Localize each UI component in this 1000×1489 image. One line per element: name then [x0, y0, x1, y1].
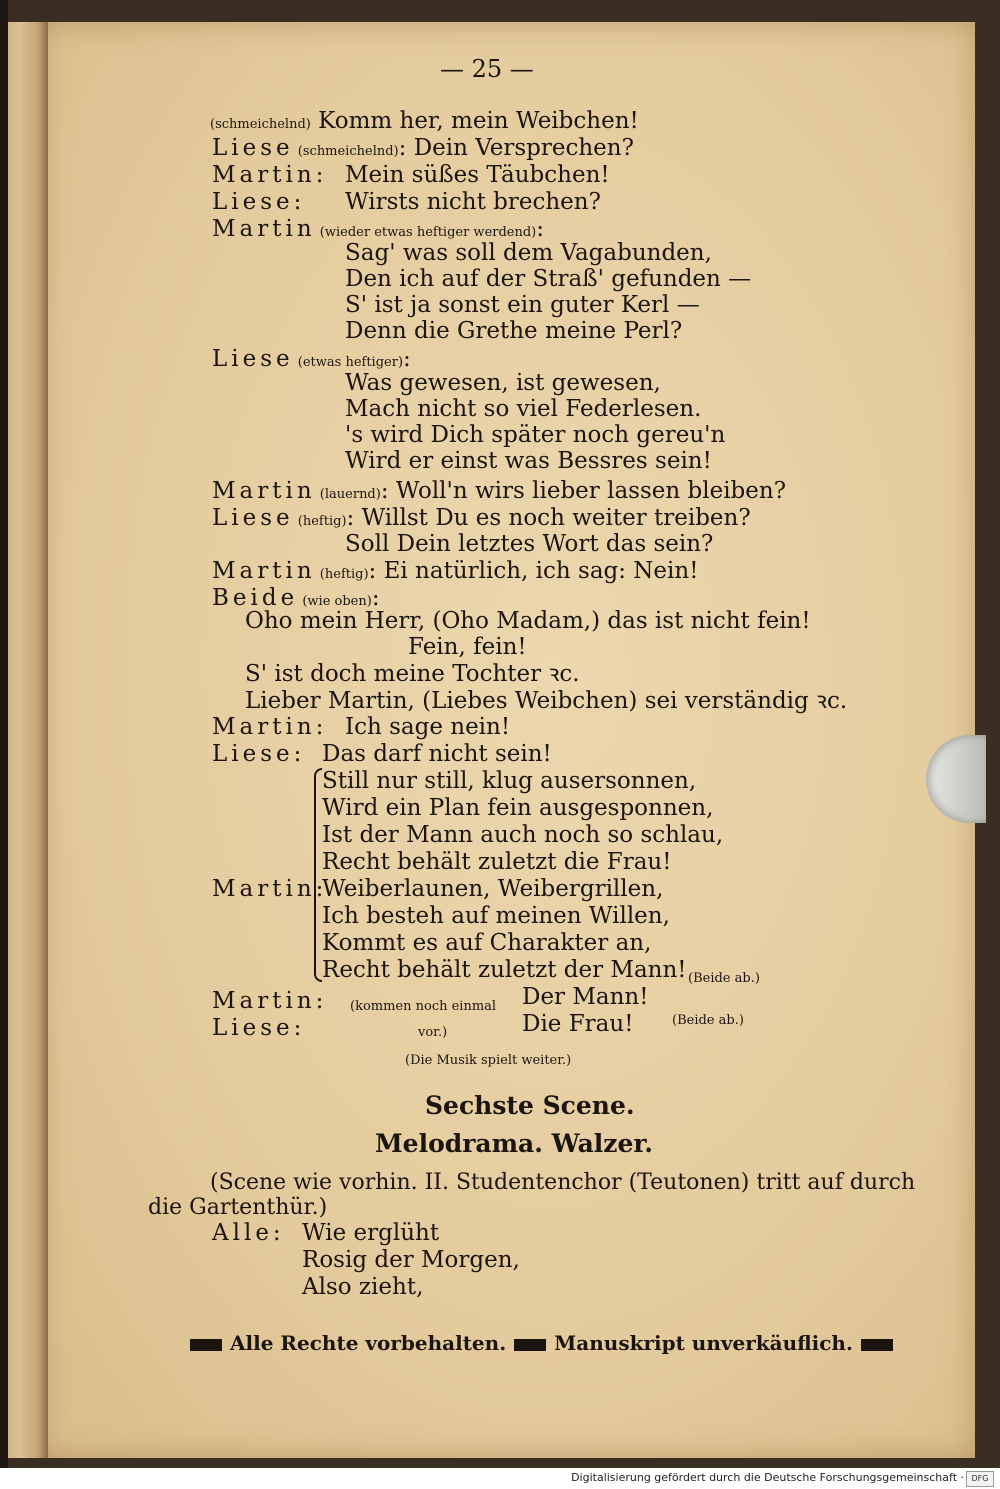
text-line: [345, 422, 725, 448]
text-line: [345, 370, 661, 396]
text-line: [322, 741, 552, 767]
stage-note: (lauernd): [315, 487, 381, 502]
verse-brace: [314, 768, 322, 982]
line-text: Also zieht,: [302, 1274, 424, 1300]
text-line: [302, 1247, 520, 1273]
line-text: :: [403, 346, 411, 372]
speaker-name: Liese: [212, 505, 294, 531]
line-text: Still nur still, klug ausersonnen,: [322, 768, 697, 794]
speaker-name: Martin:: [212, 876, 328, 902]
notice-left: Alle Rechte vorbehalten.: [230, 1331, 507, 1355]
line-text: Sag' was soll dem Vagabunden,: [345, 240, 712, 266]
line-text: S' ist doch meine Tochter ꝛc.: [245, 661, 580, 687]
line-text: S' ist ja sonst ein guter Kerl —: [345, 292, 700, 318]
line-text: Wie erglüht: [302, 1220, 440, 1246]
line-text: Das darf nicht sein!: [322, 741, 552, 767]
rights-notice: [182, 1330, 901, 1356]
line-text: Ich besteh auf meinen Willen,: [322, 903, 670, 929]
speaker-label: [212, 876, 327, 902]
text-line: [322, 795, 713, 821]
text-line: [345, 448, 712, 474]
speaker-name: Liese:: [212, 741, 306, 767]
line-text: Ist der Mann auch noch so schlau,: [322, 822, 724, 848]
text-line: [345, 531, 713, 557]
line-text: Wirsts nicht brechen?: [345, 189, 601, 215]
speaker-label: [212, 988, 327, 1014]
line-text: Lieber Martin, (Liebes Weibchen) sei verständig ꝛc.: [245, 688, 848, 714]
text-line: [148, 1195, 327, 1221]
speaker-name: Martin: [212, 216, 316, 242]
text-line: [522, 984, 649, 1010]
line-text: : Woll'n wirs lieber lassen bleiben?: [380, 478, 787, 504]
stage-note: (etwas heftiger): [293, 355, 404, 370]
stage-direction: [418, 1016, 447, 1046]
line-text: Fein, fein!: [408, 634, 527, 660]
text-line: [245, 661, 580, 687]
stage-note: (heftig): [293, 514, 347, 529]
stage-note: (Die Musik spielt weiter.): [405, 1053, 572, 1068]
text-line: [302, 1220, 439, 1246]
speaker-name: Alle:: [212, 1220, 285, 1246]
text-line: [345, 240, 712, 266]
text-line: [322, 957, 687, 983]
speaker-name: Martin:: [212, 988, 328, 1014]
speaker-label: [212, 162, 327, 188]
text-line: [345, 189, 601, 215]
text-line: [302, 1274, 423, 1300]
line-text: :: [371, 585, 380, 611]
stage-note: (heftig): [315, 567, 369, 582]
speaker-name: Liese: [212, 135, 294, 161]
scene-heading: [425, 1093, 635, 1119]
line-text: Melodrama. Walzer.: [375, 1129, 653, 1158]
line-text: : Dein Versprechen?: [398, 135, 634, 161]
black-bar: [514, 1339, 546, 1351]
line-text: Die Frau!: [522, 1011, 634, 1037]
line-text: (Scene wie vorhin. II. Studentenchor (Teutonen) tritt auf durch: [210, 1170, 916, 1195]
line-text: die Gartenthür.): [148, 1195, 328, 1220]
speaker-label: [212, 1220, 285, 1246]
speaker-name: Martin:: [212, 162, 328, 188]
footer-bar: [0, 1468, 1000, 1489]
line-text: Ich sage nein!: [345, 714, 511, 740]
dfg-logo: DFG: [966, 1471, 994, 1487]
notice-right: Manuskript unverkäuflich.: [554, 1331, 853, 1355]
line-text: Kommt es auf Charakter an,: [322, 930, 652, 956]
speaker-name: Liese:: [212, 189, 306, 215]
text-line: [212, 558, 698, 588]
text-line: [322, 903, 670, 929]
line-text: 's wird Dich später noch gereu'n: [345, 422, 726, 448]
line-text: Rosig der Morgen,: [302, 1247, 520, 1273]
line-text: Recht behält zuletzt die Frau!: [322, 849, 672, 875]
text-line: [245, 608, 811, 634]
line-text: : Ei natürlich, ich sag: Nein!: [368, 558, 699, 584]
speaker-name: Martin: [212, 478, 316, 504]
line-text: :: [536, 216, 545, 242]
line-text: Wird er einst was Bessres sein!: [345, 448, 712, 474]
line-text: Denn die Grethe meine Perl?: [345, 318, 683, 344]
speaker-name: Liese:: [212, 1015, 306, 1041]
text-line: [322, 930, 651, 956]
text-line: [345, 266, 751, 292]
line-text: Komm her, mein Weibchen!: [310, 108, 639, 134]
text-line: [345, 714, 510, 740]
black-bar: [190, 1339, 222, 1351]
line-text: Weiberlaunen, Weibergrillen,: [322, 876, 664, 902]
text-line: [322, 849, 671, 875]
stage-direction: [688, 962, 760, 992]
black-bar: [861, 1339, 893, 1351]
line-text: Mach nicht so viel Federlesen.: [345, 396, 702, 422]
stage-direction: [405, 1044, 571, 1074]
text-line: [322, 822, 723, 848]
stage-note: (kommen noch einmal: [350, 999, 497, 1014]
book-spine: [0, 0, 8, 1468]
stage-note: (wie oben): [298, 594, 372, 609]
page-number: — 25 —: [440, 55, 534, 83]
line-text: Der Mann!: [522, 984, 649, 1010]
scene-subheading: [375, 1131, 653, 1157]
stage-note: vor.): [418, 1025, 448, 1040]
line-text: Wird ein Plan fein ausgesponnen,: [322, 795, 714, 821]
text-line: [345, 292, 700, 318]
speaker-name: Beide: [212, 585, 299, 611]
line-text: Soll Dein letztes Wort das sein?: [345, 531, 714, 557]
text-line: [345, 396, 701, 422]
stage-direction: [672, 1004, 744, 1034]
text-line: [212, 478, 786, 508]
speaker-label: [212, 714, 327, 740]
line-text: Mein süßes Täubchen!: [345, 162, 610, 188]
line-text: Oho mein Herr, (Oho Madam,) das ist nicht fein!: [245, 608, 811, 634]
speaker-label: [212, 1015, 305, 1041]
text-line: [245, 688, 847, 714]
text-line: [210, 1170, 915, 1196]
text-line: [408, 634, 527, 660]
line-text: : Willst Du es noch weiter treiben?: [346, 505, 751, 531]
stage-note: (Beide ab.): [672, 1013, 744, 1028]
text-line: [212, 135, 634, 165]
speaker-name: Martin: [212, 558, 316, 584]
text-line: [345, 318, 682, 344]
speaker-name: Martin:: [212, 714, 328, 740]
text-line: [210, 108, 639, 138]
text-line: [522, 1011, 633, 1037]
line-text: Recht behält zuletzt der Mann!: [322, 957, 687, 983]
speaker-name: Liese: [212, 346, 294, 372]
line-text: Den ich auf der Straß' gefunden —: [345, 266, 752, 292]
speaker-label: [212, 741, 305, 767]
line-text: Was gewesen, ist gewesen,: [345, 370, 661, 396]
text-line: [345, 162, 610, 188]
text-line: [322, 768, 696, 794]
line-text: Sechste Scene.: [425, 1091, 635, 1120]
stage-note: (Beide ab.): [688, 971, 760, 986]
text-line: [322, 876, 663, 902]
stage-note: (wieder etwas heftiger werdend): [315, 225, 537, 240]
stage-note: (schmeichelnd): [293, 144, 399, 159]
stage-note: (schmeichelnd): [210, 117, 311, 132]
speaker-label: [212, 189, 305, 215]
footer-credit: Digitalisierung gefördert durch die Deutsche Forschungsgemeinschaft ·: [571, 1471, 964, 1484]
